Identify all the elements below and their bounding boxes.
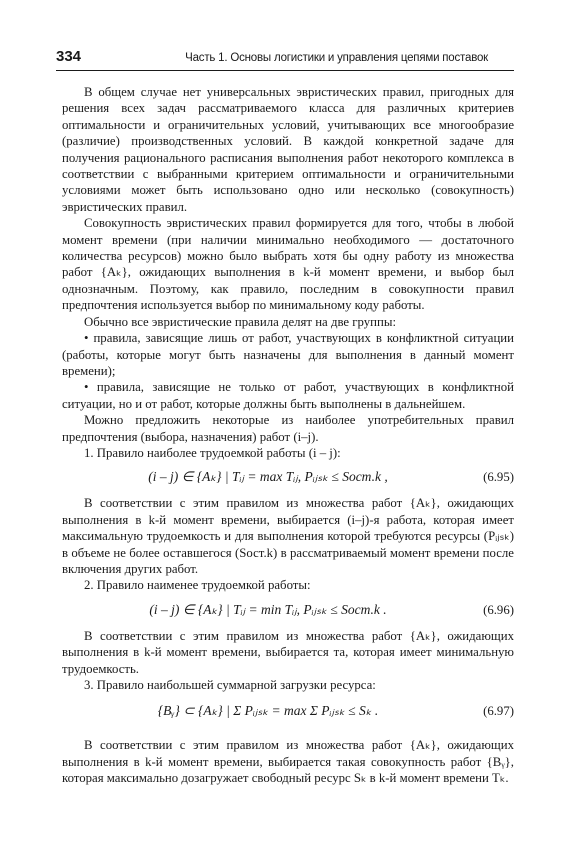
formula-expression: (i – j) ∈ {Aₖ} | Tᵢⱼ = max Tᵢⱼ, Pᵢⱼₛₖ ≤ Sост.k ,	[148, 469, 388, 485]
bullet-item: • правила, зависящие не только от работ, участвующих в конфликтной ситуации, но и от работ, которые должны быть выполнены в дальнейшем.	[62, 380, 514, 411]
bullet-item: • правила, зависящие лишь от работ, участвующих в конфликтной ситуации (работы, которые могут быть назначены для выполнения в данный момент времени);	[62, 331, 514, 378]
paragraph: Совокупность эвристических правил формируется для того, чтобы в любой момент времени (при наличии минимально необходимого — достаточного количества ресурсов) можно было выбрать хотя бы одну работу из множества работ {Aₖ}, ожидающих выполнения в k-й момент времени, и выбор был однозначным. Поэтому, как правило, последним в совокупности правил предпочтения используется выбор по минимальному коду работы.	[62, 216, 514, 313]
paragraph: В соответствии с этим правилом из множества работ {Aₖ}, ожидающих выполнения в k-й момент времени, выбирается та, которая имеет минимальную трудоемкость.	[62, 628, 514, 676]
page-number: 334	[56, 48, 82, 65]
rule-heading: 2. Правило наименее трудоемкой работы:	[84, 578, 311, 593]
formula-6-95	[62, 463, 514, 493]
formula-number: (6.97)	[483, 704, 514, 719]
paragraph: Обычно все эвристические правила делят на две группы:	[84, 314, 397, 329]
formula-6-96	[62, 596, 514, 626]
formula-number: (6.96)	[483, 602, 514, 617]
formula-expression: (i – j) ∈ {Aₖ} | Tᵢⱼ = min Tᵢⱼ, Pᵢⱼₛₖ ≤ Sост.k .	[149, 601, 387, 617]
paragraph: Можно предложить некоторые из наиболее употребительных правил предпочтения (выбора, назначения) работ (i–j).	[62, 413, 514, 444]
rule-heading: 3. Правило наибольшей суммарной загрузки ресурса:	[84, 678, 376, 692]
paragraph: В общем случае нет универсальных эвристических правил, пригодных для решения всех задач рассматриваемого класса для различных критериев оптимальности и ограничительных условий, учитывающих все многообразие (различие) производственных условий. В каждой конкретной задаче для получения рационального расписания выполнения работ некоторого комплекса в соответствии с выбранными критерием оптимальности и ограничительными условиями может быть использовано одно или несколько (совокупность) эвристических правил.	[62, 85, 514, 214]
paragraph: В соответствии с этим правилом из множества работ {Aₖ}, ожидающих выполнения в k-й момент времени, выбирается такая совокупность работ {Bᵧ}, которая максимально дозагружает свободный ресурс Sₖ в k-й момент времени Tₖ.	[62, 738, 514, 786]
formula-number: (6.95)	[483, 470, 514, 485]
rule-heading: 1. Правило наиболее трудоемкой работы (i – j):	[84, 445, 341, 460]
paragraph: В соответствии с этим правилом из множества работ {Aₖ}, ожидающих выполнения в k-й момент времени, выбирается (i–j)-я работа, которая имеет максимальную трудоемкость и для выполнения которой требуются ресурсы (Pᵢⱼₛₖ) в объеме не более оставшегося (Sост.k) в рассматриваемый момент времени после включения других работ.	[62, 496, 514, 576]
page-body	[62, 84, 514, 787]
formula-expression: {Bᵧ} ⊂ {Aₖ} | Σ Pᵢⱼₛₖ = max Σ Pᵢⱼₛₖ ≤ Sₖ .	[157, 703, 379, 719]
formula-6-97	[62, 695, 514, 735]
running-title: Часть 1. Основы логистики и управления цепями поставок	[185, 52, 488, 64]
page-header	[56, 48, 514, 71]
